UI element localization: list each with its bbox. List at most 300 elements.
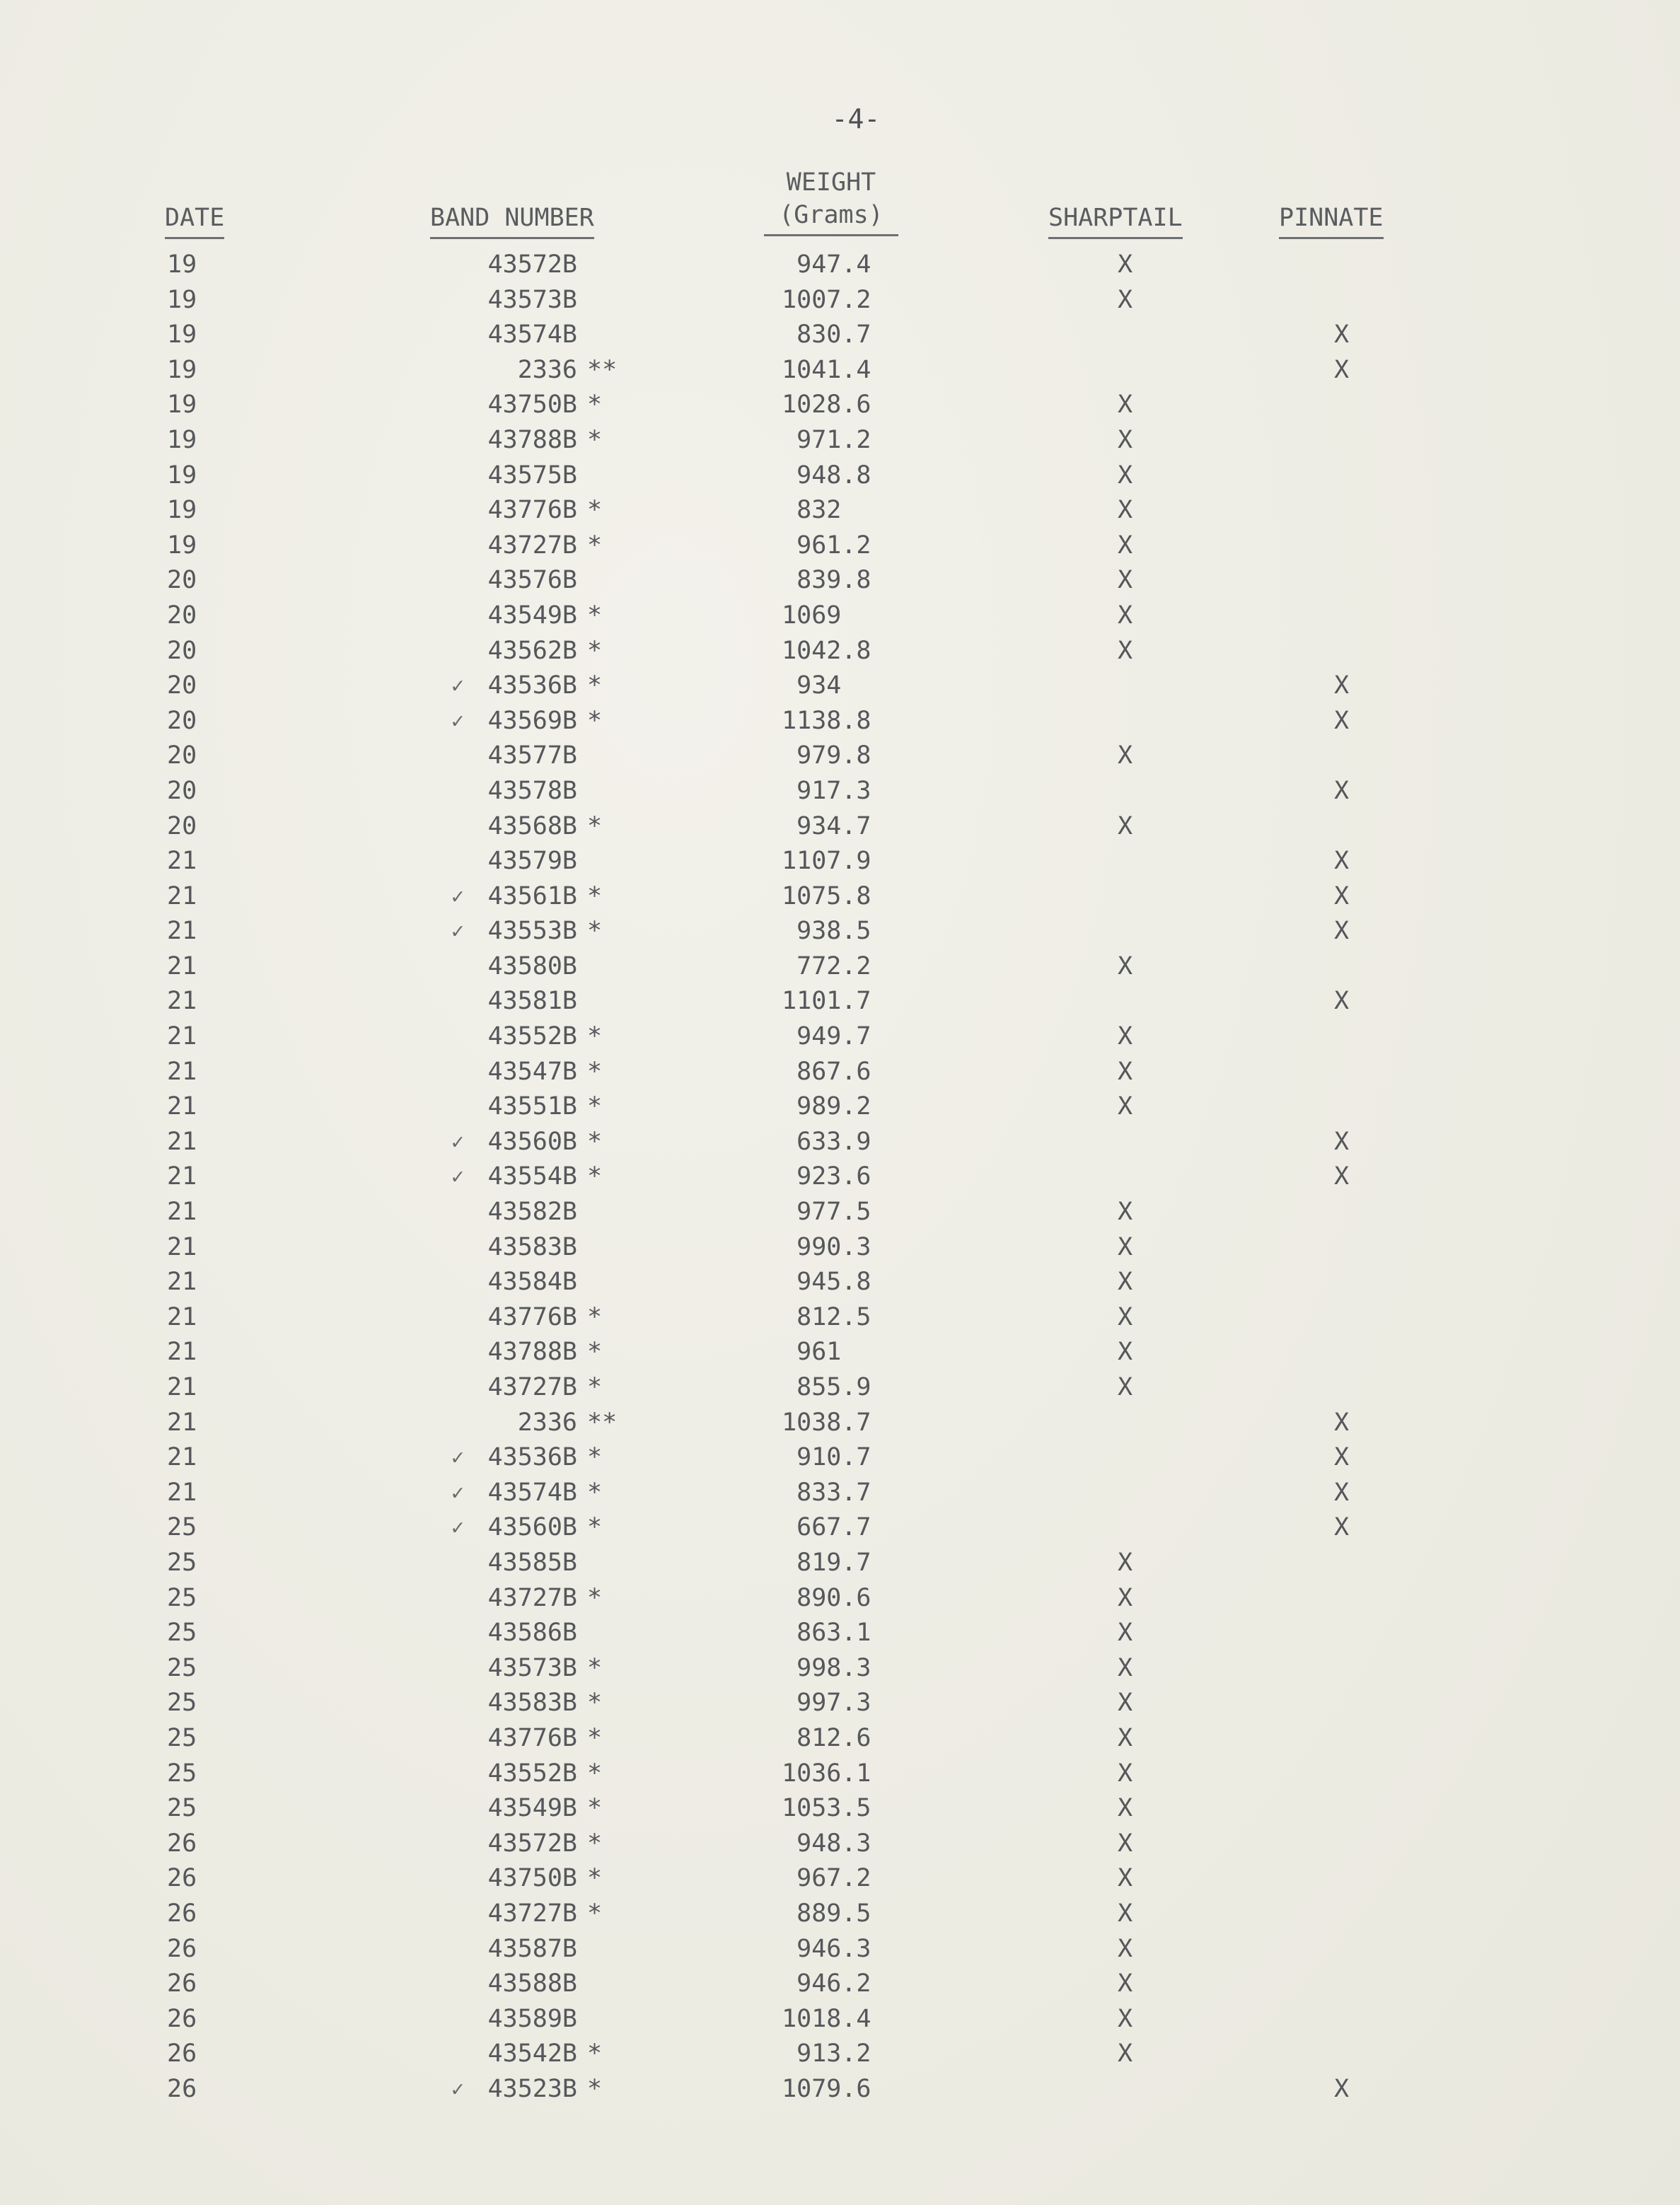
check-mark: ✓ [451, 708, 464, 734]
weight-cell: 961 [767, 1338, 842, 1367]
band-number-cell: 43578B [487, 776, 577, 805]
date-cell: 25 [167, 1723, 197, 1752]
page-number: -4- [831, 103, 881, 134]
weight-cell: 667.7 [767, 1513, 871, 1542]
date-cell: 21 [167, 1443, 197, 1472]
weight-cell: 819.7 [767, 1548, 871, 1577]
check-mark: ✓ [451, 1445, 464, 1471]
pinnate-cell: X [1334, 881, 1350, 910]
header-band-number: BAND NUMBER [430, 202, 594, 239]
band-number-cell: 43547B [487, 1057, 577, 1086]
pinnate-cell: X [1334, 1408, 1350, 1437]
weight-cell: 910.7 [767, 1443, 871, 1472]
band-number-cell: 43727B [487, 531, 577, 560]
weight-cell: 772.2 [767, 951, 871, 980]
weight-cell: 934.7 [767, 811, 871, 840]
date-cell: 19 [167, 250, 197, 279]
sharptail-cell: X [1118, 1057, 1133, 1086]
weight-cell: 855.9 [767, 1373, 871, 1401]
check-mark: ✓ [451, 884, 464, 909]
sharptail-cell: X [1118, 1829, 1133, 1858]
date-cell: 21 [167, 1127, 197, 1156]
pinnate-cell: X [1334, 706, 1350, 735]
sharptail-cell: X [1118, 285, 1133, 314]
date-cell: 25 [167, 1513, 197, 1542]
weight-cell: 863.1 [767, 1619, 871, 1648]
sharptail-cell: X [1118, 1689, 1133, 1718]
date-cell: 19 [167, 461, 197, 490]
header-weight-line2: (Grams) [764, 199, 898, 236]
check-mark: ✓ [451, 2076, 464, 2102]
header-weight [764, 166, 898, 236]
table-row [0, 1967, 1680, 2002]
pinnate-cell: X [1334, 1478, 1350, 1507]
table-row [0, 1510, 1680, 1546]
date-cell: 20 [167, 671, 197, 700]
sharptail-cell: X [1118, 1583, 1133, 1612]
band-number-cell: 43585B [487, 1548, 577, 1577]
check-mark: ✓ [451, 1515, 464, 1541]
sharptail-cell: X [1118, 811, 1133, 840]
weight-cell: 1138.8 [767, 706, 871, 735]
weight-cell: 889.5 [767, 1899, 871, 1928]
band-number-cell: 43727B [487, 1899, 577, 1928]
weight-cell: 1053.5 [767, 1794, 871, 1823]
asterisk-mark: * [587, 811, 603, 840]
weight-cell: 967.2 [767, 1864, 871, 1893]
band-number-cell: 43750B [487, 1864, 577, 1893]
sharptail-cell: X [1118, 1794, 1133, 1823]
band-number-cell: 43589B [487, 2004, 577, 2033]
table-row [0, 1791, 1680, 1827]
check-mark: ✓ [451, 1480, 464, 1505]
sharptail-cell: X [1118, 2004, 1133, 2033]
table-row [0, 388, 1680, 423]
date-cell: 19 [167, 425, 197, 454]
table-row [0, 809, 1680, 845]
asterisk-mark: * [587, 636, 603, 665]
table-row [0, 1897, 1680, 1932]
weight-cell: 977.5 [767, 1198, 871, 1227]
table-row [0, 844, 1680, 879]
sharptail-cell: X [1118, 1934, 1133, 1963]
band-number-cell: 43569B [487, 706, 577, 735]
date-cell: 25 [167, 1794, 197, 1823]
table-row [0, 1370, 1680, 1406]
sharptail-cell: X [1118, 425, 1133, 454]
date-cell: 21 [167, 1268, 197, 1297]
date-cell: 25 [167, 1759, 197, 1788]
date-cell: 21 [167, 917, 197, 946]
sharptail-cell: X [1118, 1338, 1133, 1367]
band-number-cell: 43568B [487, 811, 577, 840]
date-cell: 26 [167, 2074, 197, 2103]
table-row [0, 1195, 1680, 1230]
pinnate-cell: X [1334, 320, 1350, 349]
pinnate-cell: X [1334, 776, 1350, 805]
sharptail-cell: X [1118, 951, 1133, 980]
pinnate-cell: X [1334, 671, 1350, 700]
asterisk-mark: * [587, 1302, 603, 1331]
asterisk-mark: * [587, 1478, 603, 1507]
asterisk-mark: * [587, 531, 603, 560]
table-row [0, 493, 1680, 528]
weight-cell: 946.3 [767, 1934, 871, 1963]
date-cell: 21 [167, 1302, 197, 1331]
band-number-cell: 43583B [487, 1689, 577, 1718]
table-row [0, 669, 1680, 704]
table-row [0, 423, 1680, 458]
weight-cell: 1018.4 [767, 2004, 871, 2033]
date-cell: 19 [167, 531, 197, 560]
band-number-cell: 43536B [487, 1443, 577, 1472]
date-cell: 21 [167, 951, 197, 980]
band-number-cell: 43542B [487, 2039, 577, 2068]
asterisk-mark: * [587, 1723, 603, 1752]
band-number-cell: 43575B [487, 461, 577, 490]
table-row [0, 1827, 1680, 1862]
sharptail-cell: X [1118, 1022, 1133, 1051]
asterisk-mark: * [587, 425, 603, 454]
table-row [0, 458, 1680, 494]
check-mark: ✓ [451, 1164, 464, 1190]
weight-cell: 938.5 [767, 917, 871, 946]
band-number-cell: 43523B [487, 2074, 577, 2103]
weight-cell: 998.3 [767, 1653, 871, 1682]
band-number-cell: 43560B [487, 1127, 577, 1156]
asterisk-mark: * [587, 1513, 603, 1542]
table-row [0, 1265, 1680, 1300]
table-row [0, 704, 1680, 739]
band-number-cell: 43587B [487, 1934, 577, 1963]
weight-cell: 947.4 [767, 250, 871, 279]
band-number-cell: 43573B [487, 1653, 577, 1682]
table-row [0, 774, 1680, 809]
table-row [0, 1686, 1680, 1721]
date-cell: 26 [167, 2039, 197, 2068]
date-cell: 19 [167, 390, 197, 419]
asterisk-mark: * [587, 1653, 603, 1682]
table-row [0, 598, 1680, 634]
date-cell: 26 [167, 1864, 197, 1893]
table-row [0, 879, 1680, 915]
weight-cell: 1042.8 [767, 636, 871, 665]
sharptail-cell: X [1118, 1723, 1133, 1752]
band-number-cell: 43574B [487, 1478, 577, 1507]
band-number-cell: 43536B [487, 671, 577, 700]
table-row [0, 1476, 1680, 1511]
table-row [0, 914, 1680, 949]
sharptail-cell: X [1118, 1759, 1133, 1788]
weight-cell: 1079.6 [767, 2074, 871, 2103]
weight-cell: 971.2 [767, 425, 871, 454]
weight-cell: 1107.9 [767, 847, 871, 876]
asterisk-mark: ** [587, 1408, 618, 1437]
sharptail-cell: X [1118, 2039, 1133, 2068]
band-number-cell: 43727B [487, 1583, 577, 1612]
weight-cell: 946.2 [767, 1969, 871, 1998]
band-number-cell: 43776B [487, 496, 577, 525]
asterisk-mark: * [587, 601, 603, 630]
band-number-cell: 43551B [487, 1092, 577, 1121]
weight-cell: 948.8 [767, 461, 871, 490]
table-row [0, 1861, 1680, 1897]
asterisk-mark: * [587, 1127, 603, 1156]
asterisk-mark: * [587, 1583, 603, 1612]
date-cell: 20 [167, 706, 197, 735]
sharptail-cell: X [1118, 1373, 1133, 1401]
asterisk-mark: * [587, 496, 603, 525]
date-cell: 21 [167, 1198, 197, 1227]
weight-cell: 1041.4 [767, 355, 871, 384]
date-cell: 21 [167, 1373, 197, 1401]
band-number-cell: 43574B [487, 320, 577, 349]
sharptail-cell: X [1118, 1548, 1133, 1577]
date-cell: 21 [167, 1092, 197, 1121]
weight-cell: 949.7 [767, 1022, 871, 1051]
sharptail-cell: X [1118, 1268, 1133, 1297]
weight-cell: 1075.8 [767, 881, 871, 910]
sharptail-cell: X [1118, 566, 1133, 595]
table-row [0, 634, 1680, 669]
asterisk-mark: * [587, 1829, 603, 1858]
asterisk-mark: * [587, 1759, 603, 1788]
table-row [0, 1616, 1680, 1651]
weight-cell: 1007.2 [767, 285, 871, 314]
weight-cell: 839.8 [767, 566, 871, 595]
date-cell: 19 [167, 355, 197, 384]
date-cell: 21 [167, 1478, 197, 1507]
band-number-cell: 43579B [487, 847, 577, 876]
table-row [0, 1721, 1680, 1757]
band-number-cell: 43586B [487, 1619, 577, 1648]
table-row [0, 1125, 1680, 1160]
weight-cell: 990.3 [767, 1232, 871, 1261]
table-row [0, 1757, 1680, 1792]
check-mark: ✓ [451, 1129, 464, 1154]
weight-cell: 1038.7 [767, 1408, 871, 1437]
table-row [0, 1932, 1680, 1967]
table-row [0, 949, 1680, 985]
asterisk-mark: * [587, 390, 603, 419]
band-number-cell: 2336 [517, 1408, 577, 1437]
asterisk-mark: * [587, 2074, 603, 2103]
band-number-cell: 43552B [487, 1022, 577, 1051]
band-number-cell: 43554B [487, 1162, 577, 1191]
table-row [0, 563, 1680, 598]
sharptail-cell: X [1118, 1092, 1133, 1121]
date-cell: 20 [167, 741, 197, 770]
table-row [0, 739, 1680, 774]
sharptail-cell: X [1118, 496, 1133, 525]
date-cell: 21 [167, 987, 197, 1016]
band-number-cell: 43750B [487, 390, 577, 419]
pinnate-cell: X [1334, 847, 1350, 876]
pinnate-cell: X [1334, 1513, 1350, 1542]
table-row [0, 353, 1680, 388]
band-number-cell: 43562B [487, 636, 577, 665]
table-row [0, 1300, 1680, 1336]
band-number-cell: 43561B [487, 881, 577, 910]
band-number-cell: 43584B [487, 1268, 577, 1297]
sharptail-cell: X [1118, 601, 1133, 630]
date-cell: 21 [167, 1057, 197, 1086]
pinnate-cell: X [1334, 987, 1350, 1016]
sharptail-cell: X [1118, 1653, 1133, 1682]
date-cell: 25 [167, 1619, 197, 1648]
band-number-cell: 43582B [487, 1198, 577, 1227]
band-number-cell: 43577B [487, 741, 577, 770]
weight-cell: 945.8 [767, 1268, 871, 1297]
table-row [0, 1440, 1680, 1476]
pinnate-cell: X [1334, 917, 1350, 946]
sharptail-cell: X [1118, 636, 1133, 665]
table-row [0, 2072, 1680, 2107]
band-number-cell: 43572B [487, 1829, 577, 1858]
weight-cell: 830.7 [767, 320, 871, 349]
table-row [0, 1159, 1680, 1195]
asterisk-mark: * [587, 1794, 603, 1823]
asterisk-mark: * [587, 671, 603, 700]
table-row [0, 1581, 1680, 1616]
band-number-cell: 43573B [487, 285, 577, 314]
date-cell: 20 [167, 776, 197, 805]
weight-cell: 812.5 [767, 1302, 871, 1331]
date-cell: 19 [167, 320, 197, 349]
asterisk-mark: * [587, 1689, 603, 1718]
date-cell: 21 [167, 1022, 197, 1051]
date-cell: 26 [167, 1934, 197, 1963]
table-row [0, 1055, 1680, 1090]
asterisk-mark: * [587, 706, 603, 735]
pinnate-cell: X [1334, 2074, 1350, 2103]
weight-cell: 1101.7 [767, 987, 871, 1016]
date-cell: 20 [167, 636, 197, 665]
pinnate-cell: X [1334, 1162, 1350, 1191]
band-number-cell: 43560B [487, 1513, 577, 1542]
date-cell: 21 [167, 1162, 197, 1191]
table-row [0, 1546, 1680, 1581]
date-cell: 25 [167, 1689, 197, 1718]
asterisk-mark: * [587, 917, 603, 946]
date-cell: 25 [167, 1583, 197, 1612]
header-pinnate: PINNATE [1279, 202, 1384, 239]
weight-cell: 997.3 [767, 1689, 871, 1718]
asterisk-mark: * [587, 1899, 603, 1928]
table-row [0, 283, 1680, 318]
date-cell: 20 [167, 811, 197, 840]
date-cell: 21 [167, 1338, 197, 1367]
weight-cell: 923.6 [767, 1162, 871, 1191]
table-row [0, 1335, 1680, 1370]
band-number-cell: 2336 [517, 355, 577, 384]
band-number-cell: 43572B [487, 250, 577, 279]
band-number-cell: 43583B [487, 1232, 577, 1261]
weight-cell: 867.6 [767, 1057, 871, 1086]
sharptail-cell: X [1118, 741, 1133, 770]
table-row [0, 1651, 1680, 1686]
date-cell: 26 [167, 1899, 197, 1928]
weight-cell: 948.3 [767, 1829, 871, 1858]
asterisk-mark: * [587, 2039, 603, 2068]
band-number-cell: 43776B [487, 1723, 577, 1752]
date-cell: 26 [167, 1829, 197, 1858]
weight-cell: 633.9 [767, 1127, 871, 1156]
check-mark: ✓ [451, 673, 464, 699]
band-number-cell: 43776B [487, 1302, 577, 1331]
sharptail-cell: X [1118, 1864, 1133, 1893]
table-row [0, 1089, 1680, 1125]
asterisk-mark: ** [587, 355, 618, 384]
asterisk-mark: * [587, 1864, 603, 1893]
band-number-cell: 43553B [487, 917, 577, 946]
table-row [0, 318, 1680, 353]
weight-cell: 934 [767, 671, 842, 700]
band-number-cell: 43788B [487, 1338, 577, 1367]
date-cell: 20 [167, 566, 197, 595]
date-cell: 20 [167, 601, 197, 630]
sharptail-cell: X [1118, 1302, 1133, 1331]
band-number-cell: 43727B [487, 1373, 577, 1401]
date-cell: 21 [167, 847, 197, 876]
sharptail-cell: X [1118, 1619, 1133, 1648]
band-number-cell: 43549B [487, 601, 577, 630]
asterisk-mark: * [587, 1443, 603, 1472]
header-date: DATE [165, 202, 224, 239]
sharptail-cell: X [1118, 531, 1133, 560]
band-number-cell: 43588B [487, 1969, 577, 1998]
weight-cell: 812.6 [767, 1723, 871, 1752]
header-weight-line1: WEIGHT [786, 168, 876, 197]
date-cell: 25 [167, 1653, 197, 1682]
date-cell: 19 [167, 285, 197, 314]
weight-cell: 917.3 [767, 776, 871, 805]
table-row [0, 1019, 1680, 1055]
date-cell: 26 [167, 2004, 197, 2033]
header-sharptail: SHARPTAIL [1048, 202, 1183, 239]
weight-cell: 989.2 [767, 1092, 871, 1121]
sharptail-cell: X [1118, 1969, 1133, 1998]
date-cell: 19 [167, 496, 197, 525]
weight-cell: 913.2 [767, 2039, 871, 2068]
asterisk-mark: * [587, 1338, 603, 1367]
band-number-cell: 43576B [487, 566, 577, 595]
sharptail-cell: X [1118, 1232, 1133, 1261]
asterisk-mark: * [587, 1373, 603, 1401]
weight-cell: 1069 [767, 601, 842, 630]
band-number-cell: 43788B [487, 425, 577, 454]
asterisk-mark: * [587, 1092, 603, 1121]
pinnate-cell: X [1334, 1443, 1350, 1472]
band-number-cell: 43552B [487, 1759, 577, 1788]
table-row [0, 248, 1680, 283]
sharptail-cell: X [1118, 1899, 1133, 1928]
table-row [0, 528, 1680, 564]
table-row [0, 1406, 1680, 1441]
asterisk-mark: * [587, 1162, 603, 1191]
table-row [0, 1230, 1680, 1266]
asterisk-mark: * [587, 1057, 603, 1086]
weight-cell: 1036.1 [767, 1759, 871, 1788]
pinnate-cell: X [1334, 1127, 1350, 1156]
band-number-cell: 43549B [487, 1794, 577, 1823]
table-row [0, 984, 1680, 1019]
date-cell: 21 [167, 1232, 197, 1261]
table-row [0, 2037, 1680, 2072]
check-mark: ✓ [451, 919, 464, 944]
date-cell: 25 [167, 1548, 197, 1577]
band-number-cell: 43581B [487, 987, 577, 1016]
